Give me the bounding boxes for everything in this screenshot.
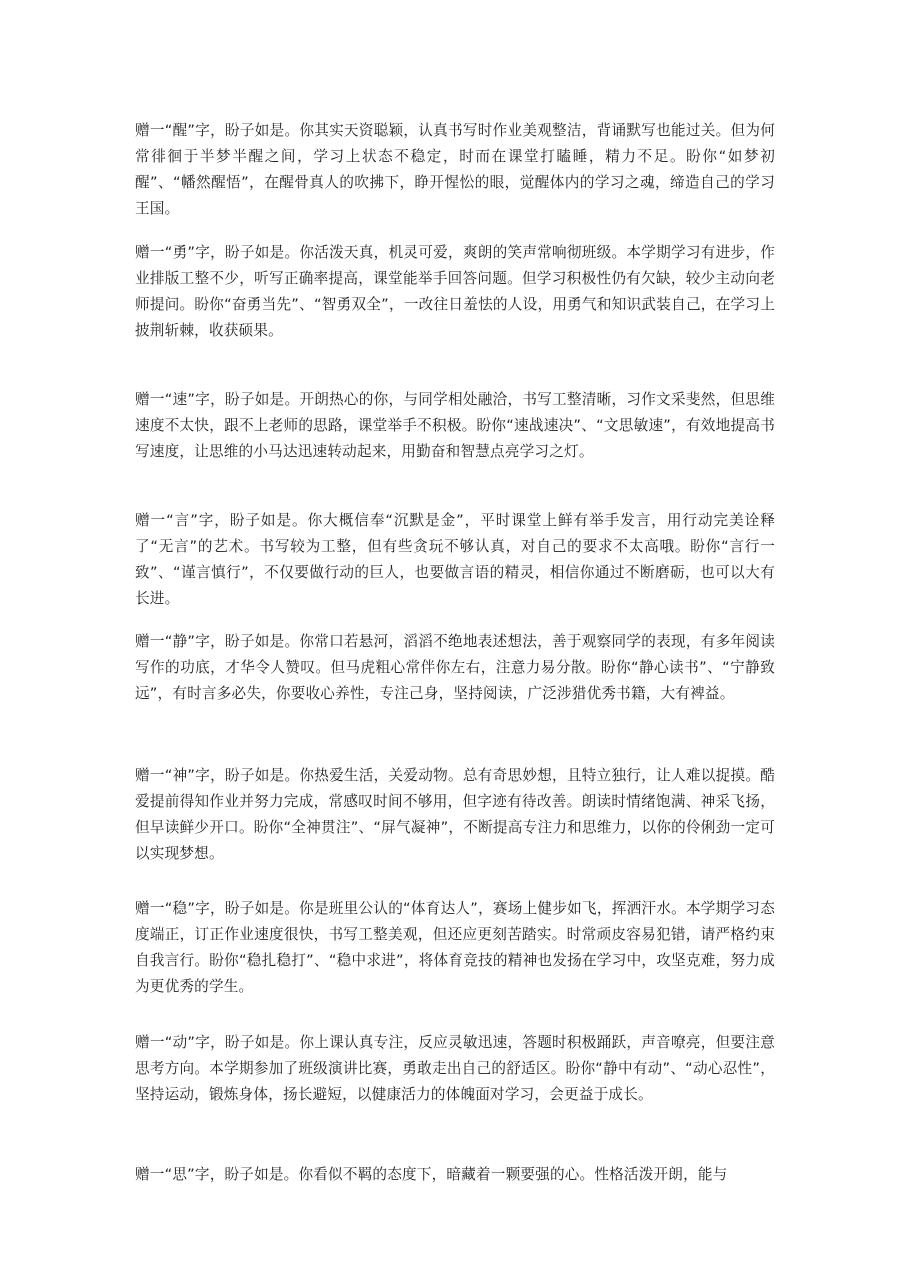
comment-paragraph-wen: 赠一“稳”字，盼子如是。你是班里公认的“体育达人”，赛场上健步如飞，挥洒汗水。本学期学习态度端正，订正作业速度很快，书写工整美观，但还应更刻苦踏实。时常顽皮容易犯错，请严格约束自我言行。盼你“稳扎稳打”、“稳中求进”，将体育竞技的精神也发扬在学习中，攻坚克难，努力成为更优秀的学生。 xyxy=(135,900,775,995)
comment-paragraph-xing: 赠一“醒”字，盼子如是。你其实天资聪颖，认真书写时作业美观整洁，背诵默写也能过关。但为何常徘徊于半梦半醒之间，学习上状态不稳定，时而在课堂打瞌睡，精力不足。盼你“如梦初醒”、“幡然醒悟”，在醒骨真人的吹拂下，睁开惺忪的眼，觉醒体内的学习之魂，缔造自己的学习王国。 xyxy=(135,122,775,217)
comment-paragraph-dong: 赠一“动”字，盼子如是。你上课认真专注，反应灵敏迅速，答题时积极踊跃，声音嘹亮，但要注意思考方向。本学期参加了班级演讲比赛，勇敢走出自己的舒适区。盼你“静中有动”、“动心忍性”，坚持运动，锻炼身体，扬长避短，以健康活力的体魄面对学习，会更益于成长。 xyxy=(135,1034,775,1103)
comment-paragraph-yong: 赠一“勇”字，盼子如是。你活泼天真，机灵可爱，爽朗的笑声常响彻班级。本学期学习有进步，作业排版工整不少，听写正确率提高，课堂能举手回答问题。但学习积极性仍有欠缺，较少主动向老师提问。盼你“奋勇当先”、“智勇双全”，一改往日羞怯的人设，用勇气和知识武装自己，在学习上披荆斩棘，收获硕果。 xyxy=(135,244,775,339)
comment-paragraph-su: 赠一“速”字，盼子如是。开朗热心的你，与同学相处融洽，书写工整清晰，习作文采斐然，但思维速度不太快，跟不上老师的思路，课堂举手不积极。盼你“速战速决”、“文思敏速”，有效地提高书写速度，让思维的小马达迅速转动起来，用勤奋和智慧点亮学习之灯。 xyxy=(135,391,775,460)
comment-paragraph-shen: 赠一“神”字，盼子如是。你热爱生活，关爱动物。总有奇思妙想，且特立独行，让人难以捉摸。酷爱提前得知作业并努力完成，常感叹时间不够用，但字迹有待改善。朗读时情绪饱满、神采飞扬，但早读鲜少开口。盼你“全神贯注”、“屏气凝神”，不断提高专注力和思维力，以你的伶俐劲一定可以实现梦想。 xyxy=(135,767,775,862)
comment-paragraph-jing: 赠一“静”字，盼子如是。你常口若悬河，滔滔不绝地表述想法，善于观察同学的表现，有多年阅读写作的功底，才华令人赞叹。但马虎粗心常伴你左右，注意力易分散。盼你“静心读书”、“宁静致远”，有时言多必失，你要收心养性，专注己身，坚持阅读，广泛涉猎优秀书籍，大有裨益。 xyxy=(135,633,775,702)
comment-paragraph-yan: 赠一“言”字，盼子如是。你大概信奉“沉默是金”，平时课堂上鲜有举手发言，用行动完美诠释了“无言”的艺术。书写较为工整，但有些贪玩不够认真，对自己的要求不太高哦。盼你“言行一致”、“谨言慎行”，不仅要做行动的巨人，也要做言语的精灵，相信你通过不断磨砺，也可以大有长进。 xyxy=(135,512,775,607)
comment-paragraph-si: 赠一“思”字，盼子如是。你看似不羁的态度下，暗藏着一颗要强的心。性格活泼开朗，能与 xyxy=(135,1166,728,1183)
